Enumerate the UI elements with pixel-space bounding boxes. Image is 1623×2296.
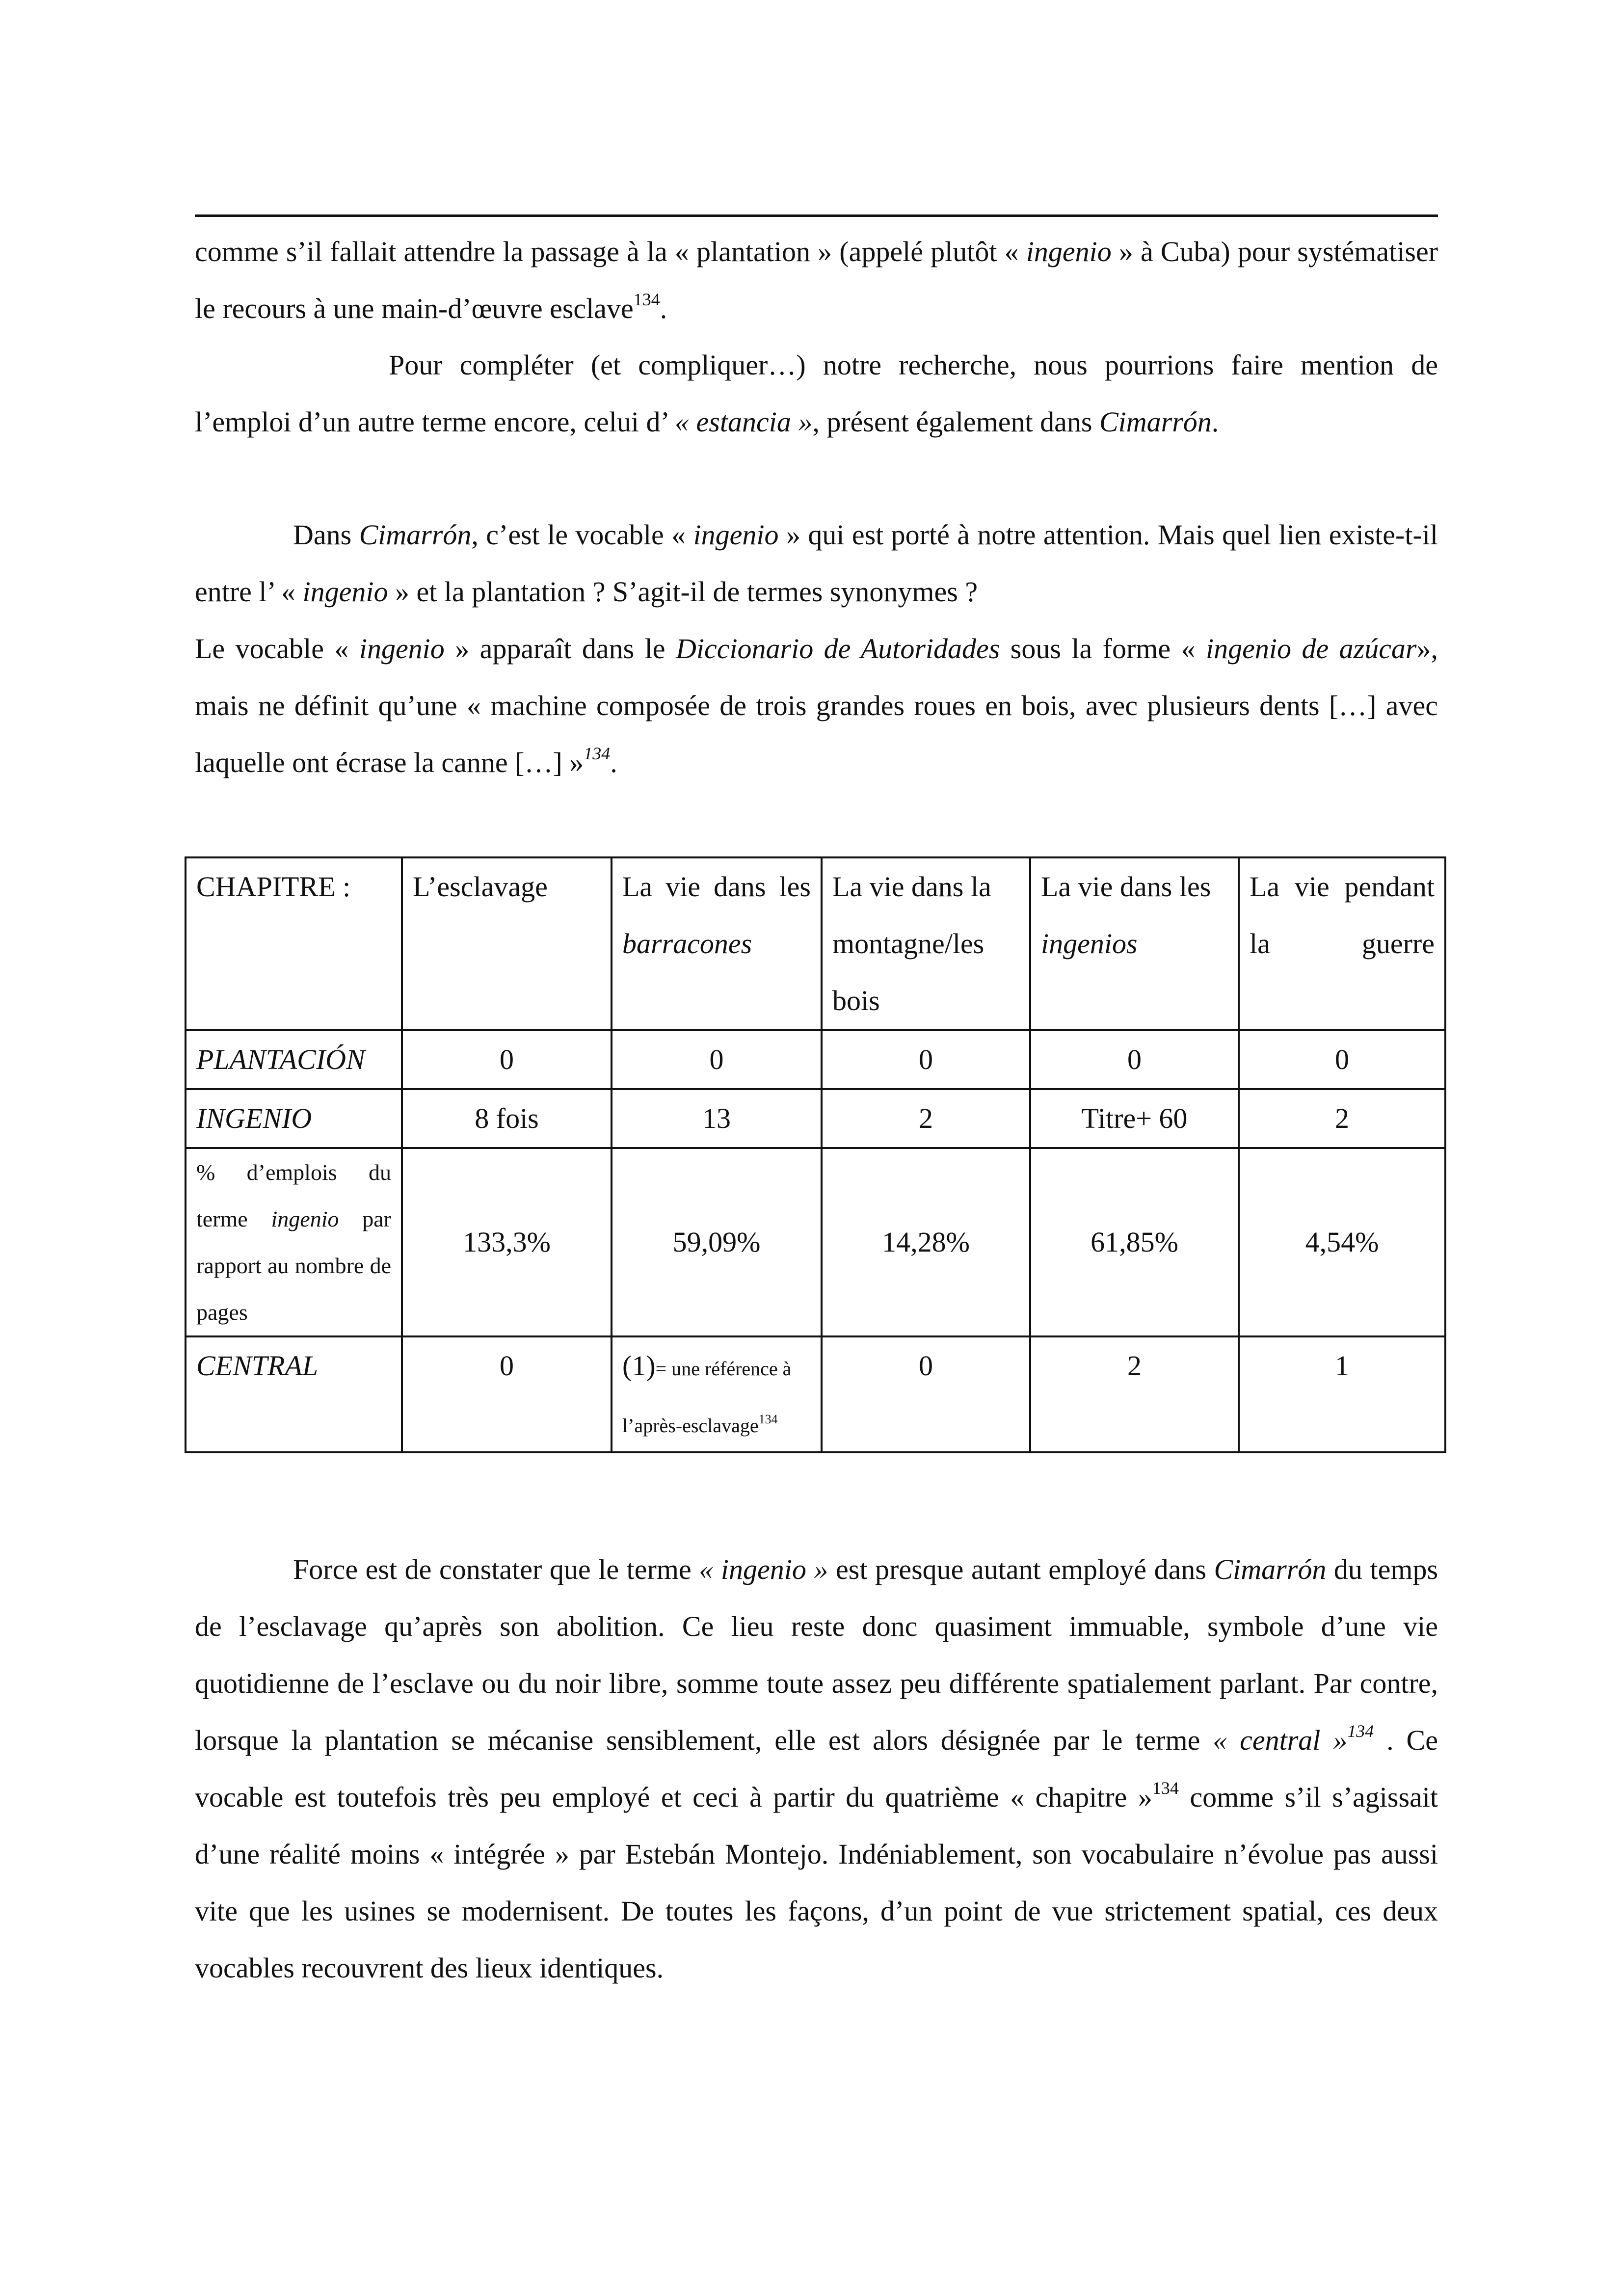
table-row xyxy=(186,1336,1445,1452)
table-cell: 2 xyxy=(1239,1089,1445,1148)
header-chapitre: CHAPITRE : xyxy=(186,857,402,1030)
table-cell: 4,54% xyxy=(1239,1148,1445,1336)
table-row xyxy=(186,1030,1445,1089)
table-cell: 1 xyxy=(1239,1336,1445,1452)
table-cell: 0 xyxy=(402,1336,612,1452)
row-label-central: CENTRAL xyxy=(186,1336,402,1452)
table-cell: 8 fois xyxy=(402,1089,612,1148)
table-cell: 14,28% xyxy=(822,1148,1030,1336)
table-cell-central-note: (1)= une référence à l’après-esclavage$^{134}$ xyxy=(612,1336,822,1452)
paragraph-2: Pour compléter (et compliquer…) notre recherche, nous pourrions faire mention de l’emploi d’un autre terme encore, celui d’ « estancia », présent également dans Cimarrón. xyxy=(195,349,1438,438)
header-rule xyxy=(195,214,1438,217)
table-cell: 61,85% xyxy=(1030,1148,1239,1336)
paragraph-3: Dans Cimarrón, c’est le vocable « ingenio » qui est porté à notre attention. Mais quel lien existe-t-il entre l’ « ingenio » et la plantation ? S’agit-il de termes synonymes ? xyxy=(195,519,1438,608)
header-esclavage: L’esclavage xyxy=(402,857,612,1030)
footnote-ref[interactable]: 134 xyxy=(758,1412,778,1426)
footnote-ref[interactable]: 134 xyxy=(584,744,611,763)
table-row xyxy=(186,1148,1445,1336)
row-label-ingenio: INGENIO xyxy=(186,1089,402,1148)
paragraph-5: Force est de constater que le terme « ingenio » est presque autant employé dans Cimarrón du temps de l’esclavage qu’après son abolition. Ce lieu reste donc quasiment immuable, symbole d’une vie quotidienne de l’esclave ou du noir libre, somme toute assez peu différente spatialement parlant. Par contre, lorsque la plantation se mécanise sensiblement, elle est alors désignée par le terme « central »$^{134}$ . Ce vocable est toutefois très peu employé et ceci à partir du quatrième « chapitre »$^{134}$ comme s’il s’agissait d’une réalité moins « intégrée » par Estebán Montejo. Indéniablement, son vocabulaire n’évolue pas aussi vite que les usines se modernisent. De toutes les façons, d’un point de vue strictement spatial, ces deux vocables recouvrent des lieux identiques. xyxy=(195,1553,1438,1984)
row-label-plantacion: PLANTACIÓN xyxy=(186,1030,402,1089)
table-cell: 0 xyxy=(822,1030,1030,1089)
table-cell: 0 xyxy=(1239,1030,1445,1089)
paragraph-1: comme s’il fallait attendre la passage à la « plantation » (appelé plutôt « ingenio » à Cuba) pour systématiser le recours à une main-d’œuvre esclave$^{134}$. xyxy=(195,236,1438,324)
table-cell: 0 xyxy=(822,1336,1030,1452)
footnote-ref[interactable]: 134 xyxy=(1152,1778,1179,1798)
header-ingenios: La vie dans les ingenios xyxy=(1030,857,1239,1030)
paragraph-4: Le vocable « ingenio » apparaît dans le Diccionario de Autoridades sous la forme « ingenio de azúcar», mais ne définit qu’une « machine composée de trois grandes roues en bois, avec plusieurs dents […] avec laquelle ont écrase la canne […] »$^{134}$. xyxy=(195,633,1438,778)
table-row xyxy=(186,1089,1445,1148)
table-cell: 2 xyxy=(822,1089,1030,1148)
table-cell: Titre+ 60 xyxy=(1030,1089,1239,1148)
header-barracones: La vie dans les barracones xyxy=(612,857,822,1030)
footnote-ref[interactable]: 134 xyxy=(633,290,660,309)
table-cell: 0 xyxy=(612,1030,822,1089)
table-cell: 13 xyxy=(612,1089,822,1148)
table-cell: 59,09% xyxy=(612,1148,822,1336)
footnote-ref[interactable]: 134 xyxy=(1347,1721,1374,1741)
header-montagne: La vie dans la montagne/les bois xyxy=(822,857,1030,1030)
row-label-percent: % d’emplois du terme ingenio par rapport au nombre de pages xyxy=(186,1148,402,1336)
table-cell: 2 xyxy=(1030,1336,1239,1452)
header-guerre: La vie pendant la guerre xyxy=(1239,857,1445,1030)
chapter-frequency-table xyxy=(185,856,1446,1453)
table-cell: 133,3% xyxy=(402,1148,612,1336)
table-header-row xyxy=(186,857,1445,1030)
table-cell: 0 xyxy=(402,1030,612,1089)
table-cell: 0 xyxy=(1030,1030,1239,1089)
